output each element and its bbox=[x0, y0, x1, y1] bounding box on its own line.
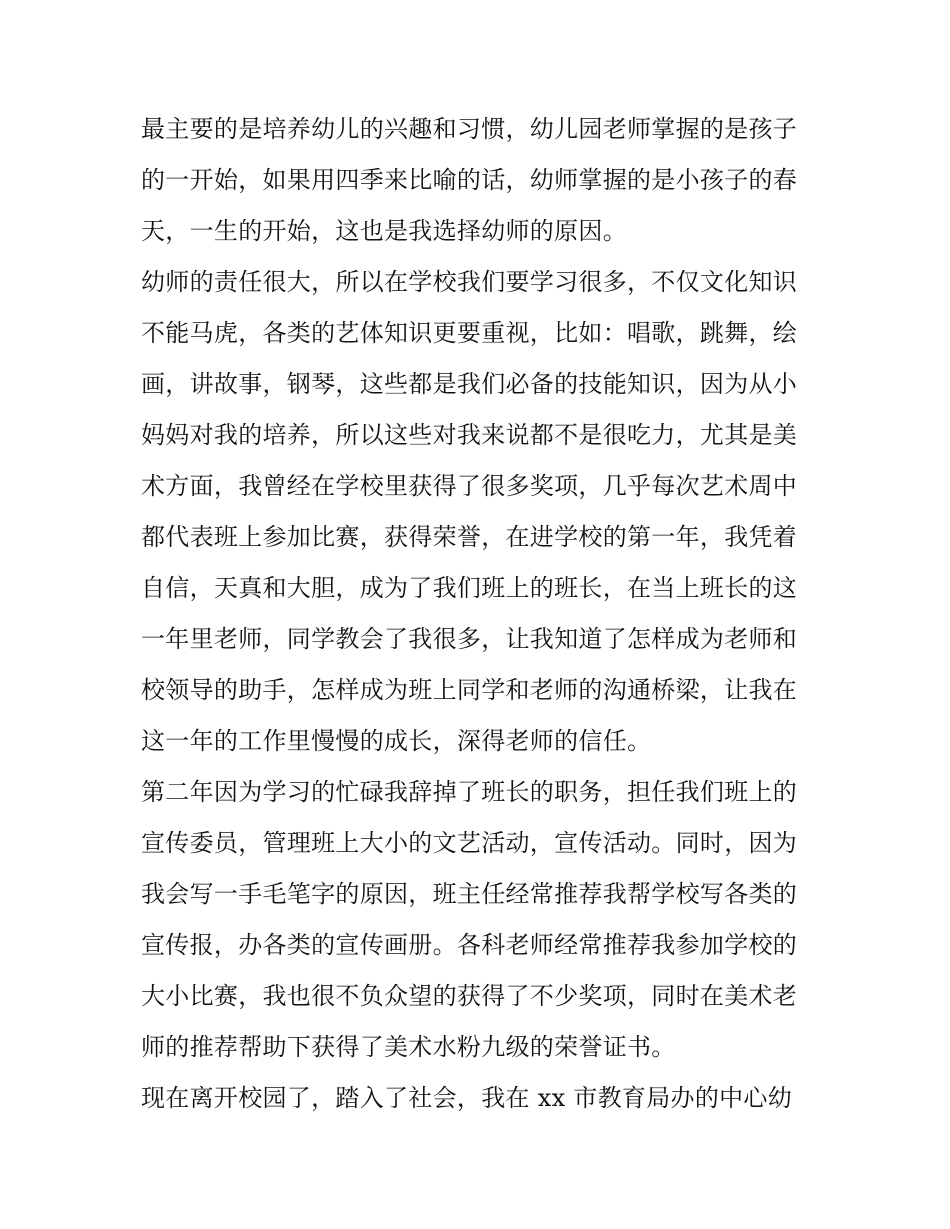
text-line: 天，一生的开始，这也是我选择幼师的原因。 bbox=[141, 217, 627, 245]
text-line: 一年里老师，同学教会了我很多，让我知道了怎样成为老师和 bbox=[141, 625, 798, 653]
text-line: 不能马虎，各类的艺体知识更要重视，比如：唱歌，跳舞，绘 bbox=[141, 319, 798, 347]
text-line: 现在离开校园了，踏入了社会，我在 xx 市教育局办的中心幼 bbox=[141, 1084, 793, 1112]
text-line: 第二年因为学习的忙碌我辞掉了班长的职务，担任我们班上的 bbox=[141, 778, 798, 806]
text-line: 最主要的是培养幼儿的兴趣和习惯，幼儿园老师掌握的是孩子 bbox=[141, 115, 798, 143]
text-line: 幼师的责任很大，所以在学校我们要学习很多，不仅文化知识 bbox=[141, 268, 798, 296]
text-line: 这一年的工作里慢慢的成长，深得老师的信任。 bbox=[141, 727, 652, 755]
text-line: 的一开始，如果用四季来比喻的话，幼师掌握的是小孩子的春 bbox=[141, 166, 798, 194]
text-line: 宣传报，办各类的宣传画册。各科老师经常推荐我参加学校的 bbox=[141, 931, 798, 959]
text-line: 都代表班上参加比赛，获得荣誉，在进学校的第一年，我凭着 bbox=[141, 523, 798, 551]
body-text bbox=[141, 104, 821, 1124]
text-line: 我会写一手毛笔字的原因，班主任经常推荐我帮学校写各类的 bbox=[141, 880, 798, 908]
text-line: 师的推荐帮助下获得了美术水粉九级的荣誉证书。 bbox=[141, 1033, 676, 1061]
text-line: 自信，天真和大胆，成为了我们班上的班长，在当上班长的这 bbox=[141, 574, 798, 602]
text-line: 妈妈对我的培养，所以这些对我来说都不是很吃力，尤其是美 bbox=[141, 421, 798, 449]
text-line: 大小比赛，我也很不负众望的获得了不少奖项，同时在美术老 bbox=[141, 982, 798, 1010]
text-line: 校领导的助手，怎样成为班上同学和老师的沟通桥梁，让我在 bbox=[141, 676, 798, 704]
text-line: 画，讲故事，钢琴，这些都是我们必备的技能知识，因为从小 bbox=[141, 370, 798, 398]
text-line: 宣传委员，管理班上大小的文艺活动，宣传活动。同时，因为 bbox=[141, 829, 798, 857]
text-line: 术方面，我曾经在学校里获得了很多奖项，几乎每次艺术周中 bbox=[141, 472, 798, 500]
